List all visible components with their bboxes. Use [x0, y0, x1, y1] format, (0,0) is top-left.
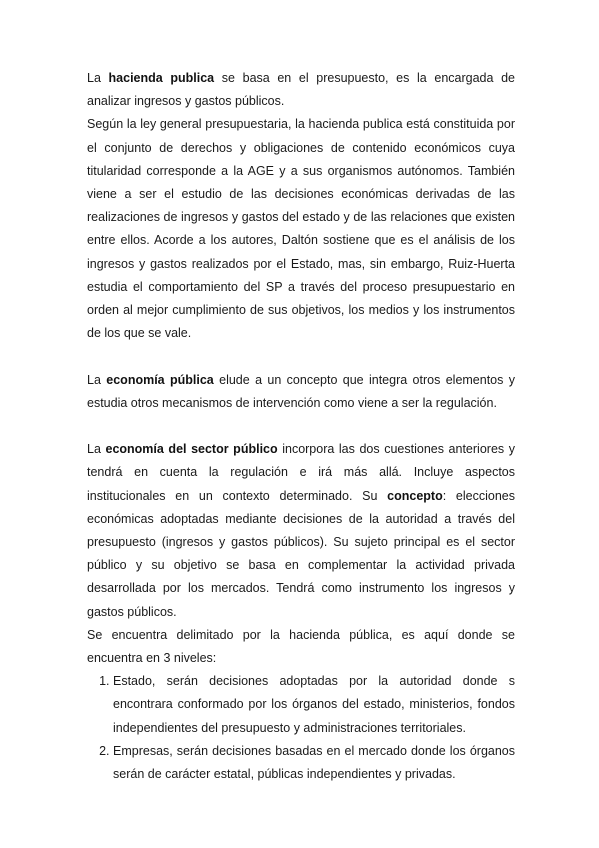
term-economia-publica: economía pública	[106, 372, 214, 387]
paragraph-economia-sector-publico: La economía del sector público incorpora las dos cuestiones anteriores y tendrá en cuenta la regulación e irá más allá. Incluye aspectos institucionales en un contexto determinado. Su concepto: elecciones económicas adoptadas mediante decisiones de la autoridad a través del presupuesto (ingresos y gastos públicos). Su sujeto principal es el sector público y su objetivo se basa en complementar la actividad privada desarrollada por los mercados. Tendrá como instrumento los ingresos y gastos públicos.	[87, 442, 515, 619]
paragraph-economia-publica: La economía pública elude a un concepto que integra otros elementos y estudia otros mecanismos de intervención como viene a ser la regulación.	[87, 372, 515, 410]
term-economia-sector-publico: economía del sector público	[105, 442, 278, 457]
list-item: 1. Estado, serán decisiones adoptadas por la autoridad donde s encontrara conformado por los órganos del estado, ministerios, fondos independientes del presupuesto y administraciones territoriales.	[113, 670, 515, 740]
paragraph-ley-presupuestaria: Según la ley general presupuestaria, la hacienda publica está constituida por el conjunto de derechos y obligaciones de contenido económicos cuya titularidad corresponde a la AGE y a sus organismos autónomos. También viene a ser el estudio de las decisiones económicas derivadas de las realizaciones de ingresos y gastos del estado y de las relaciones que existen entre ellos. Acorde a los autores, Daltón sostiene que es el análisis de los ingresos y gastos realizados por el Estado, mas, sin embargo, Ruiz-Huerta estudia el comportamiento del SP a través del proceso presupuestario en orden al mejor cumplimiento de sus objetivos, los medios y los instrumentos de los que se vale.	[87, 117, 515, 341]
list-item: 2. Empresas, serán decisiones basadas en el mercado donde los órganos serán de carácter estatal, públicas independientes y privadas.	[113, 740, 515, 786]
term-hacienda-publica: hacienda publica	[108, 71, 215, 85]
levels-list	[87, 670, 515, 786]
paragraph-hacienda-publica: La hacienda publica se basa en el presupuesto, es la encargada de analizar ingresos y gastos públicos.	[87, 71, 515, 109]
term-concepto: concepto	[387, 488, 443, 503]
paragraph-delimitado: Se encuentra delimitado por la hacienda pública, es aquí donde se encuentra en 3 niveles:	[87, 627, 515, 666]
document-page	[87, 67, 515, 786]
